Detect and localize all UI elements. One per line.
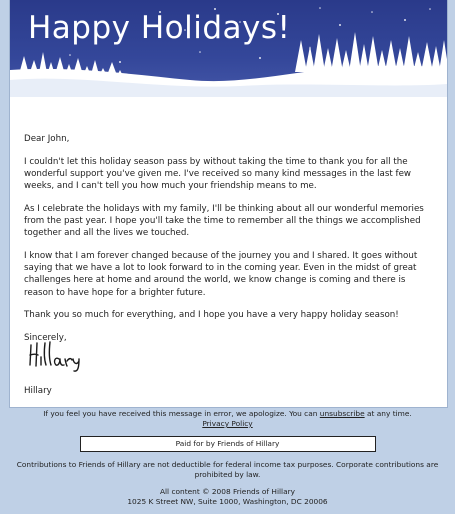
signer-name: Hillary (24, 386, 52, 396)
paid-for-box: Paid for by Friends of Hillary (80, 436, 376, 452)
disclaimer-post: at any time. (364, 409, 412, 418)
email-footer (0, 409, 455, 507)
disclaimer-text (0, 409, 455, 429)
unsubscribe-link[interactable]: unsubscribe (319, 409, 365, 418)
copyright-block (0, 487, 455, 507)
banner-title: Happy Holidays! (28, 10, 291, 46)
email-body (9, 0, 448, 408)
letter-text (24, 133, 436, 355)
letter-greeting: Dear John, (24, 134, 70, 144)
contributions-notice: Contributions to Friends of Hillary are not deductible for federal income tax purposes. Corporate contributions are prohibited by law. (16, 460, 439, 479)
copyright-text: All content © 2008 Friends of Hillary (159, 487, 296, 496)
holiday-banner (10, 0, 447, 97)
letter-paragraph: I know that I am forever changed because of the journey you and I shared. It goes without saying that we have a lot to look forward to in the coming year. Even in the midst of great challenges here at home and around the world, we know change is coming and there is reason to have hope for a brighter future. (24, 250, 418, 298)
letter-paragraph: Thank you so much for everything, and I hope you have a very happy holiday season! (24, 310, 399, 321)
letter-closing: Sincerely, (24, 332, 67, 343)
handwritten-signature (27, 337, 97, 373)
letter-paragraph: I couldn't let this holiday season pass by without taking the time to thank you for all the wonderful support you've given me. I've received so many kind messages in the last few weeks, and I can't tell you how much your friendship means to me. (24, 156, 412, 192)
mailing-address: 1025 K Street NW, Suite 1000, Washington, DC 20006 (127, 497, 328, 506)
disclaimer-pre: If you feel you have received this message in error, we apologize. You can (43, 409, 320, 418)
privacy-policy-link[interactable]: Privacy Policy (202, 419, 253, 428)
letter-paragraph: As I celebrate the holidays with my family, I'll be thinking about all our wonderful memories from the past year. I hope you'll take the time to remember all the things we accomplished together and all the lives we touched. (24, 203, 424, 239)
